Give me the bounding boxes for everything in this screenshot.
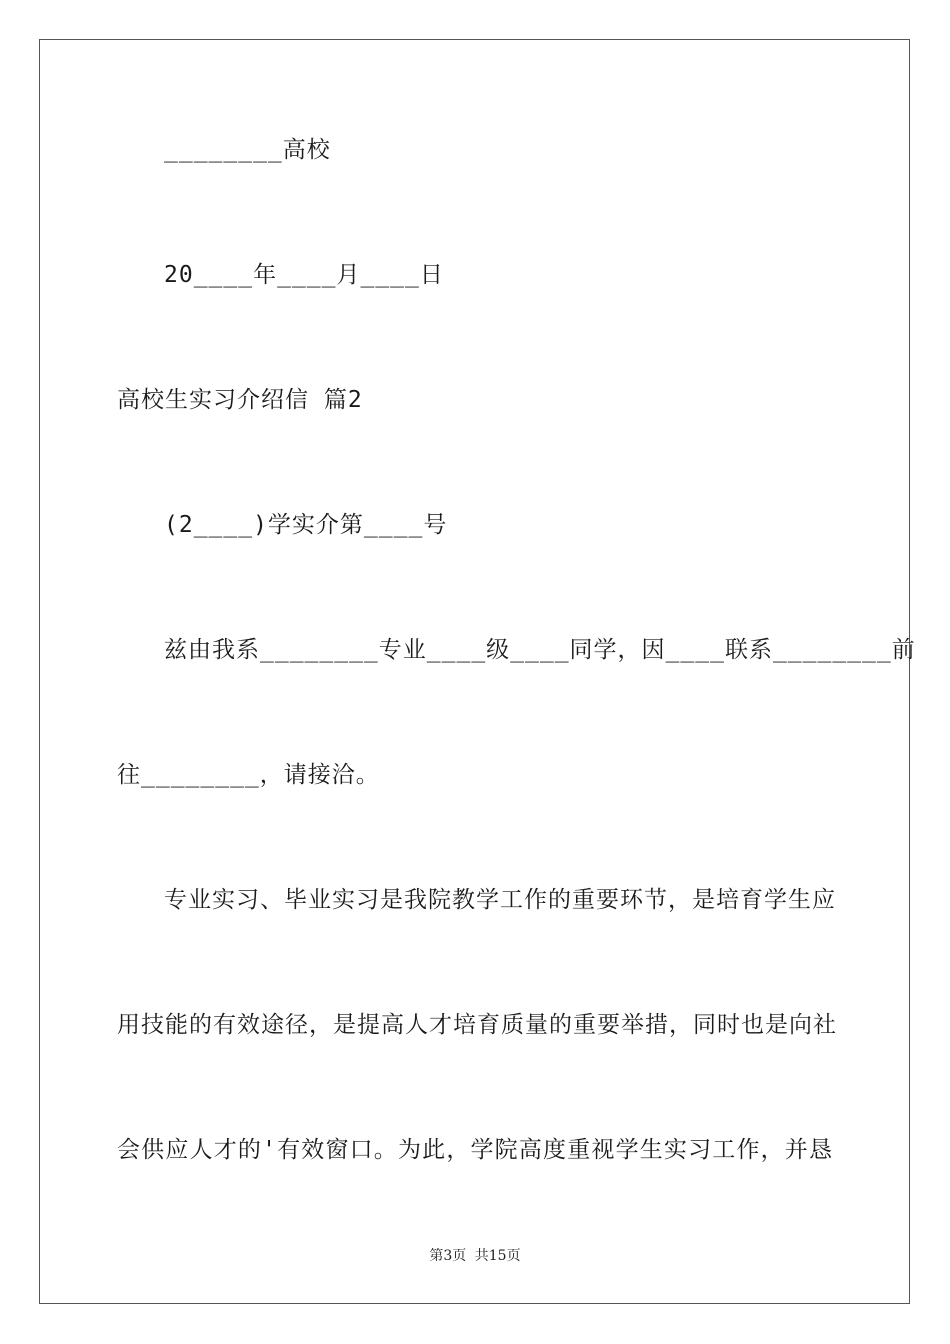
body-paragraph-line: 往________，请接洽。: [117, 762, 380, 788]
reference-number-line: (2____)学实介第____号: [164, 512, 448, 538]
total-pages: 共15页: [474, 1248, 521, 1264]
section-heading: 高校生实习介绍信 篇2: [117, 387, 363, 413]
body-paragraph-line: 专业实习、毕业实习是我院教学工作的重要环节，是培育学生应: [164, 887, 836, 913]
page-footer: [0, 1245, 950, 1265]
body-paragraph-line: 兹由我系________专业____级____同学，因____联系________前: [164, 637, 916, 663]
body-paragraph-line: 会供应人才的'有效窗口。为此，学院高度重视学生实习工作，并恳: [117, 1137, 833, 1163]
page-number: 第3页: [429, 1248, 467, 1264]
body-paragraph-line: 用技能的有效途径，是提高人才培育质量的重要举措，同时也是向社: [117, 1012, 837, 1038]
page-border: [39, 39, 916, 1304]
school-signature-line: ________高校: [164, 137, 331, 163]
date-line: 20____年____月____日: [164, 262, 444, 288]
